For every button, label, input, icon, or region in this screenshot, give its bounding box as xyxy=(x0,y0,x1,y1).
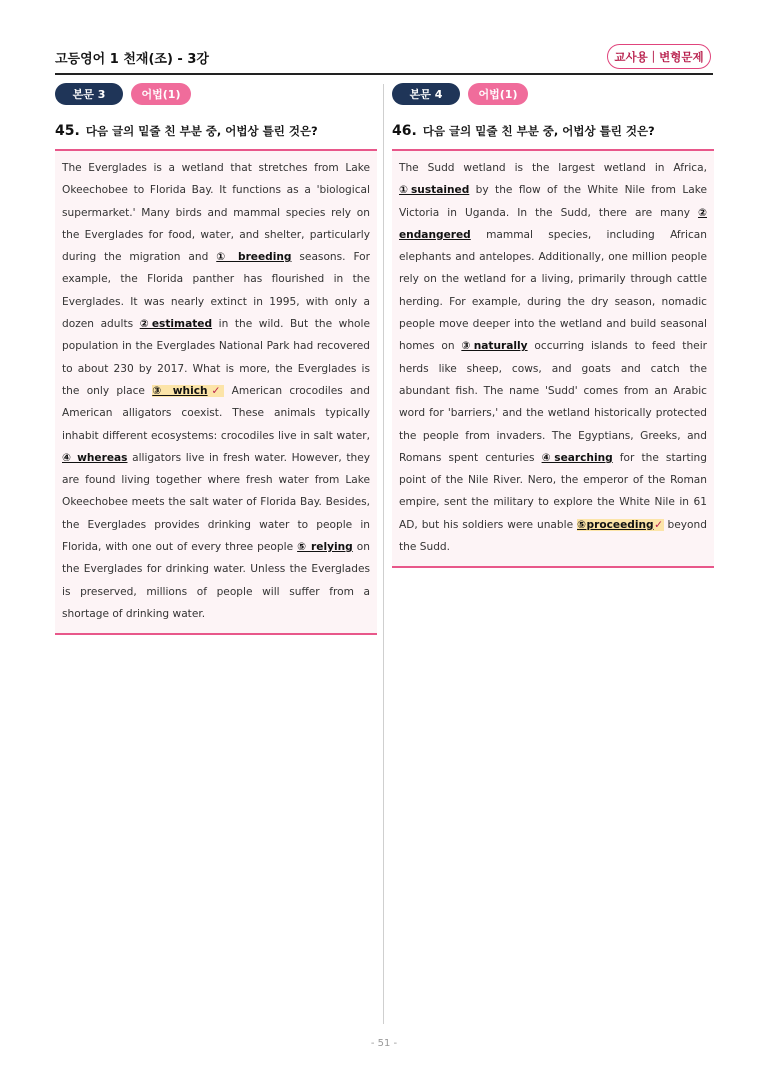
passage-text: seasons. For example, the Florida panther has flourished in the Everglades. It was nearly extinct in 1995, with only a dozen adults xyxy=(62,251,370,331)
teacher-badge: 교사용｜변형문제 xyxy=(607,44,711,69)
choice-4: ④searching xyxy=(541,451,613,464)
choice-2: ② endangered xyxy=(399,206,707,241)
choice-3: ③naturally xyxy=(461,340,528,353)
passage-46 xyxy=(392,151,714,566)
passage-bottom-rule xyxy=(55,633,377,635)
question-text: 다음 글의 밑줄 친 부분 중, 어법상 틀린 것은? xyxy=(85,124,318,138)
choice-5: ⑤proceeding xyxy=(577,518,654,531)
passage-text: alligators live in fresh water. However, they are found living together where fresh water from Lake Okeechobee meets the salt water of Florida Bay. Besides, the Everglades provides drinking water to people in Florida, with one out of every three people xyxy=(62,451,370,554)
passage-45 xyxy=(55,151,377,633)
passage-text: in the wild. But the whole population in the Everglades National Park had recovered to about 230 by 2017. What is more, the Everglades is the only place xyxy=(62,318,370,397)
passage-text: by the flow of the White Nile from Lake Victoria in Uganda. In the Sudd, there are many xyxy=(399,184,707,219)
passage-text: American crocodiles and American alligators coexist. These animals typically inhabit different ecosystems: crocodiles live in salt water, xyxy=(62,384,370,442)
choice-5: ⑤ relying xyxy=(297,541,353,554)
passage-text: beyond the Sudd. xyxy=(399,518,707,554)
passage-text: mammal species, including African elephants and antelopes. Additionally, one million people rely on the wetland for a living, primarily through cattle herding. For example, during the dry season, nomadic people move deeper into the wetland and build seasonal homes on xyxy=(399,228,707,353)
check-icon: ✓ xyxy=(653,518,664,531)
question-number: 46. xyxy=(392,123,417,139)
question-46-prompt xyxy=(392,123,714,147)
type-tag: 어법(1) xyxy=(131,83,191,105)
question-number: 45. xyxy=(55,123,80,139)
choice-1: ① breeding xyxy=(216,251,292,264)
question-45-tags xyxy=(55,82,377,106)
question-text: 다음 글의 밑줄 친 부분 중, 어법상 틀린 것은? xyxy=(422,124,655,138)
page-title: 고등영어 1 천재(조) - 3강 xyxy=(55,52,209,67)
column-divider xyxy=(383,84,384,1024)
question-46-tags xyxy=(392,82,714,106)
question-46-column xyxy=(392,82,714,568)
question-45-column xyxy=(55,82,377,635)
section-tag: 본문 4 xyxy=(392,83,460,105)
answer-highlight xyxy=(577,519,664,531)
check-icon: ✓ xyxy=(207,384,225,397)
type-tag: 어법(1) xyxy=(468,83,528,105)
passage-text: The Sudd wetland is the largest wetland in Africa, xyxy=(399,162,707,174)
choice-4: ④ whereas xyxy=(62,451,128,464)
answer-highlight xyxy=(152,385,224,397)
passage-text: for the starting point of the Nile River. Nero, the emperor of the Roman empire, sent the military to explore the White Nile in 61 AD, but his soldiers were unable xyxy=(399,451,707,531)
passage-text: The Everglades is a wetland that stretches from Lake Okeechobee to Florida Bay. It functions as a 'biological supermarket.' Many birds and mammal species rely on the Everglades for food, water, and shelter, particularly during the migration and xyxy=(62,162,370,264)
passage-text: occurring islands to feed their herds like sheep, cows, and goats and catch the abundant fish. The name 'Sudd' comes from an Arabic word for 'barriers,' and the wetland historically protected the people from invaders. The Egyptians, Greeks, and Romans spent centuries xyxy=(399,340,707,464)
choice-3: ③ which xyxy=(152,384,208,397)
section-tag: 본문 3 xyxy=(55,83,123,105)
passage-bottom-rule xyxy=(392,566,714,568)
page-number: - 51 - xyxy=(370,1038,398,1049)
header-rule xyxy=(55,73,713,75)
question-45-prompt xyxy=(55,123,377,147)
choice-1: ①sustained xyxy=(399,184,470,197)
passage-text: on the Everglades for drinking water. Unless the Everglades is preserved, millions of people will suffer from a shortage of drinking water. xyxy=(62,541,370,620)
choice-2: ②estimated xyxy=(139,318,213,331)
